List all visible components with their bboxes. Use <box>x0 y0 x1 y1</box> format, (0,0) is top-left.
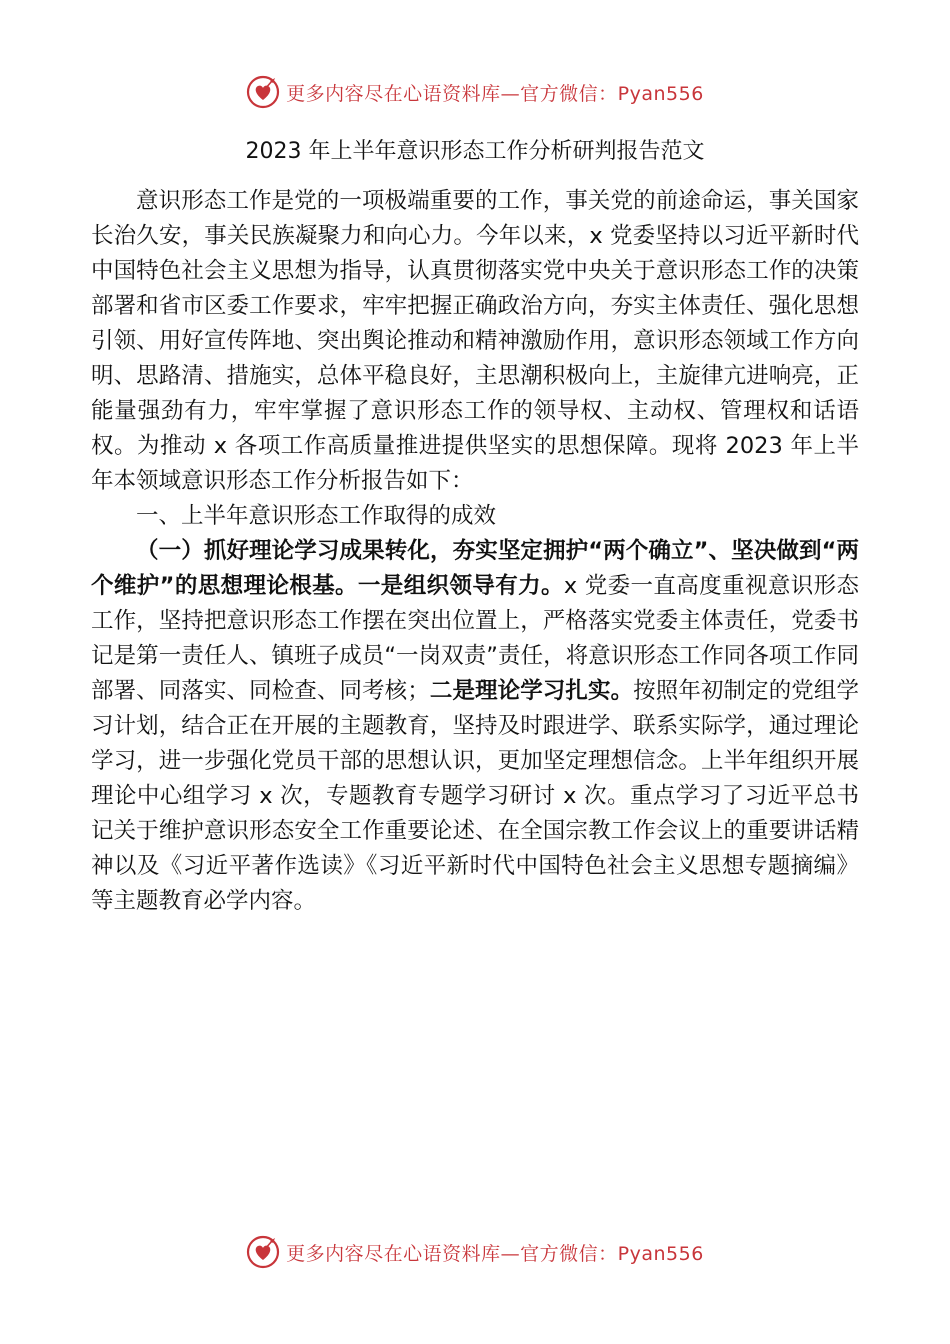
watermark-text: 更多内容尽在心语资料库—官方微信：Pyan556 <box>286 1242 704 1265</box>
point-two-text: 按照年初制定的党组学习计划，结合正在开展的主题教育，坚持及时跟进学、联系实际学，通过理论学习，进一步强化党员干部的思想认识，更加坚定理想信念。上半年组织开展理论中心组学习 x 次，专题教育专题学习研讨 x 次。重点学习了习近平总书记关于维护意识形态安全工作重要论述、在全国宗教工作会议上的重要讲话精神以及《习近平著作选读》《习近平新时代中国特色社会主义思想专题摘编》等主题教育必学内容。 <box>91 678 859 914</box>
watermark-bottom <box>0 1232 950 1272</box>
watermark-text: 更多内容尽在心语资料库—官方微信：Pyan556 <box>286 82 704 105</box>
point-two-heading: 二是理论学习扎实。 <box>429 678 634 704</box>
section-heading: 一、上半年意识形态工作取得的成效 <box>136 503 497 529</box>
point-one-text: x 党委一直高度重视意识形态工作，坚持把意识形态工作摆在突出位置上，严格落实党委主体责任，党委书记是第一责任人、镇班子成员“一岗双责”责任，将意识形态工作同各项工作同部署、同落实、同检查、同考核； <box>91 573 859 704</box>
subsection-paragraph <box>91 534 859 919</box>
watermark-top <box>0 72 950 112</box>
heart-pen-logo-icon <box>246 75 280 109</box>
intro-paragraph: 意识形态工作是党的一项极端重要的工作，事关党的前途命运，事关国家长治久安，事关民族凝聚力和向心力。今年以来，x 党委坚持以习近平新时代中国特色社会主义思想为指导，认真贯彻落实党中央关于意识形态工作的决策部署和省市区委工作要求，牢牢把握正确政治方向，夯实主体责任、强化思想引领、用好宣传阵地、突出舆论推动和精神激励作用，意识形态领域工作方向明、思路清、措施实，总体平稳良好，主思潮积极向上，主旋律亢进响亮，正能量强劲有力，牢牢掌握了意识形态工作的领导权、主动权、管理权和话语权。为推动 x 各项工作高质量推进提供坚实的思想保障。现将 2023 年上半年本领域意识形态工作分析报告如下： <box>91 188 859 494</box>
document-title: 2023 年上半年意识形态工作分析研判报告范文 <box>245 139 705 164</box>
point-one-heading: 一是组织领导有力。 <box>357 573 564 599</box>
document-body <box>91 184 859 919</box>
heart-pen-logo-icon <box>246 1235 280 1269</box>
subsection-heading: （一）抓好理论学习成果转化，夯实坚定拥护“两个确立”、坚决做到“两个维护”的思想理论根基。 <box>91 538 859 599</box>
